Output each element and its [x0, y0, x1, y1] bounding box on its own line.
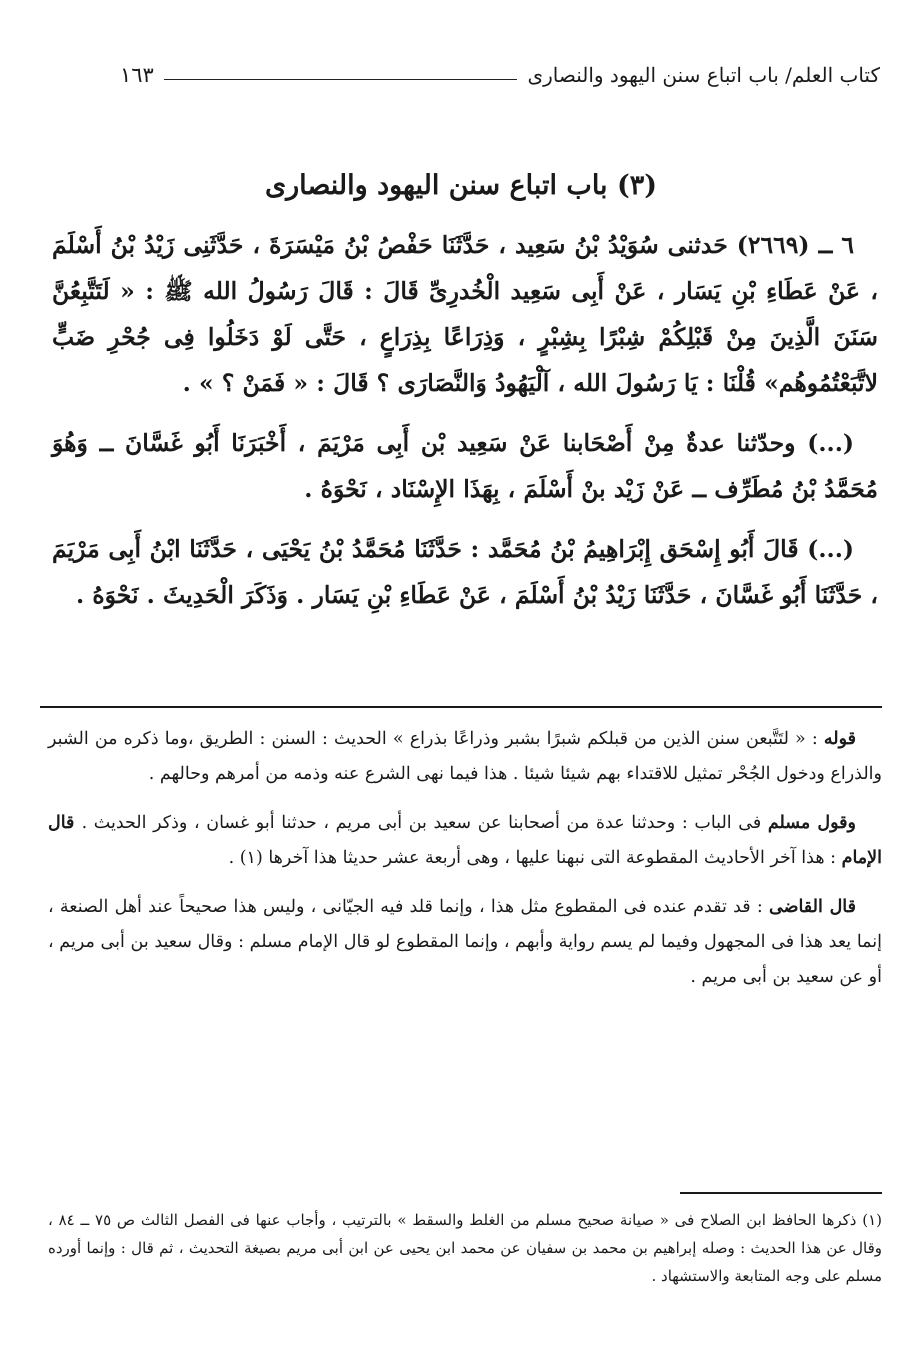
commentary-separator	[40, 706, 882, 708]
commentary-text: : « لتَتَّبعن سنن الذين من قبلكم شبرًا بشبر وذراعًا بذراع » الحديث : السنن : الطريق ،وما ذكره من الشبر والذراع ودخول الجُحْر تمثيل للاقتداء بهم شيئا شيئا . هذا فيما نهى الشرع عنه وذمه من أمرهم وحالهم .	[48, 729, 882, 784]
commentary-text: : هذا آخر الأحاديث المقطوعة التى نبهنا عليها ، وهى أربعة عشر حديثا هذا آخرها (١) .	[228, 848, 842, 868]
hadith-paragraph: (...) قَالَ أَبُو إِسْحَق إِبْرَاهِيمُ بْنُ مُحَمَّد : حَدَّثَنَا مُحَمَّدُ بْنُ يَحْيَى ، حَدَّثَنَا ابْنُ أَبِى مَرْيَمَ ، حَدَّثَنَا أَبُو غَسَّانَ ، حَدَّثَنَا زَيْدُ بْنُ أَسْلَمَ ، عَنْ عَطَاءِ بْنِ يَسَار . وَذَكَرَ الْحَدِيثَ . نَحْوَهُ .	[52, 535, 878, 609]
commentary-lead: قال الإمام	[48, 813, 882, 868]
commentary	[48, 722, 882, 1009]
commentary-lead: قال القاضى	[769, 897, 856, 917]
commentary-paragraph	[48, 722, 882, 792]
commentary-text: فى الباب : وحدثنا عدة من أصحابنا عن سعيد بن أبى مريم ، حدثنا أبو غسان ، وذكر الحديث .	[81, 813, 768, 833]
running-header-title: كتاب العلم/ باب اتباع سنن اليهود والنصارى	[527, 63, 880, 87]
commentary-lead: قوله	[823, 729, 856, 749]
footnote-text: (١) ذكرها الحافظ ابن الصلاح فى « صيانة صحيح مسلم من الغلط والسقط » بالترتيب ، وأجاب عنها فى الفصل الثالث ص ٧٥ ــ ٨٤ ، وقال عن هذا الحديث : وصله إبراهيم بن محمد بن سفيان عن محمد ابن يحيى عن ابن أبى مريم بصيغة التحديث ، ثم قال : وإنما أورده مسلم على وجه المتابعة والاستشهاد .	[48, 1211, 883, 1285]
running-header	[120, 58, 880, 92]
hadith-paragraph: ٦ ــ (٢٦٦٩) حَدثنى سُوَيْدُ بْنُ سَعِيد ، حَدَّثَنَا حَفْصُ بْنُ مَيْسَرَةَ ، حَدَّثَنِى زَيْدُ بْنُ أَسْلَمَ ، عَنْ عَطَاءِ بْنِ يَسَار ، عَنْ أَبِى سَعِيد الْخُدرِىِّ قَالَ : قَالَ رَسُولُ الله ﷺ : « لَتَتَّبِعُنَّ سَنَنَ الَّذِينَ مِنْ قَبْلِكُمْ شِبْرًا بِشِبْرٍ ، وَذِرَاعًا بِذِرَاعٍ ، حَتَّى لَوْ دَخَلُوا فِى جُحْرِ ضَبٍّ لاتَّبَعْتُمُوهُم» قُلْنَا : يَا رَسُولَ الله ، آلْيَهُودُ وَالنَّصَارَى ؟ قَالَ : « فَمَنْ ؟ » .	[52, 231, 878, 397]
page-number: ١٦٣	[120, 63, 154, 87]
footnote	[48, 1206, 882, 1290]
commentary-paragraph	[48, 806, 882, 876]
commentary-paragraph	[48, 890, 882, 995]
header-rule	[164, 79, 518, 80]
commentary-text: : قد تقدم عنده فى المقطوع مثل هذا ، وإنما قلد فيه الجيّانى ، وليس هذا صحيحاً عند أهل الصنعة ، إنما يعد هذا فى المجهول وفيما لم يسم رواية وأبهم ، وإنما المقطوع لو قال الإمام مسلم : وقال سعيد بن أبى مريم ، أو عن سعيد بن أبى مريم .	[48, 897, 882, 987]
hadith-text	[52, 222, 878, 632]
chapter-heading: (٣) باب اتباع سنن اليهود والنصارى	[264, 170, 658, 201]
hadith-paragraph: (...) وحدّثنا عدةٌ مِنْ أَصْحَابنا عَنْ سَعِيد بْن أَبِى مَرْيَمَ ، أَخْبَرَنَا أَبُو غَسَّانَ ــ وَهُوَ مُحَمَّدُ بْنُ مُطَرِّف ــ عَنْ زَيْد بنْ أَسْلَمَ ، بِهَذَا الإِسْنَاد ، نَحْوَهُ .	[52, 429, 878, 503]
footnote-separator	[680, 1192, 882, 1194]
commentary-lead: وقول مسلم	[767, 813, 856, 833]
